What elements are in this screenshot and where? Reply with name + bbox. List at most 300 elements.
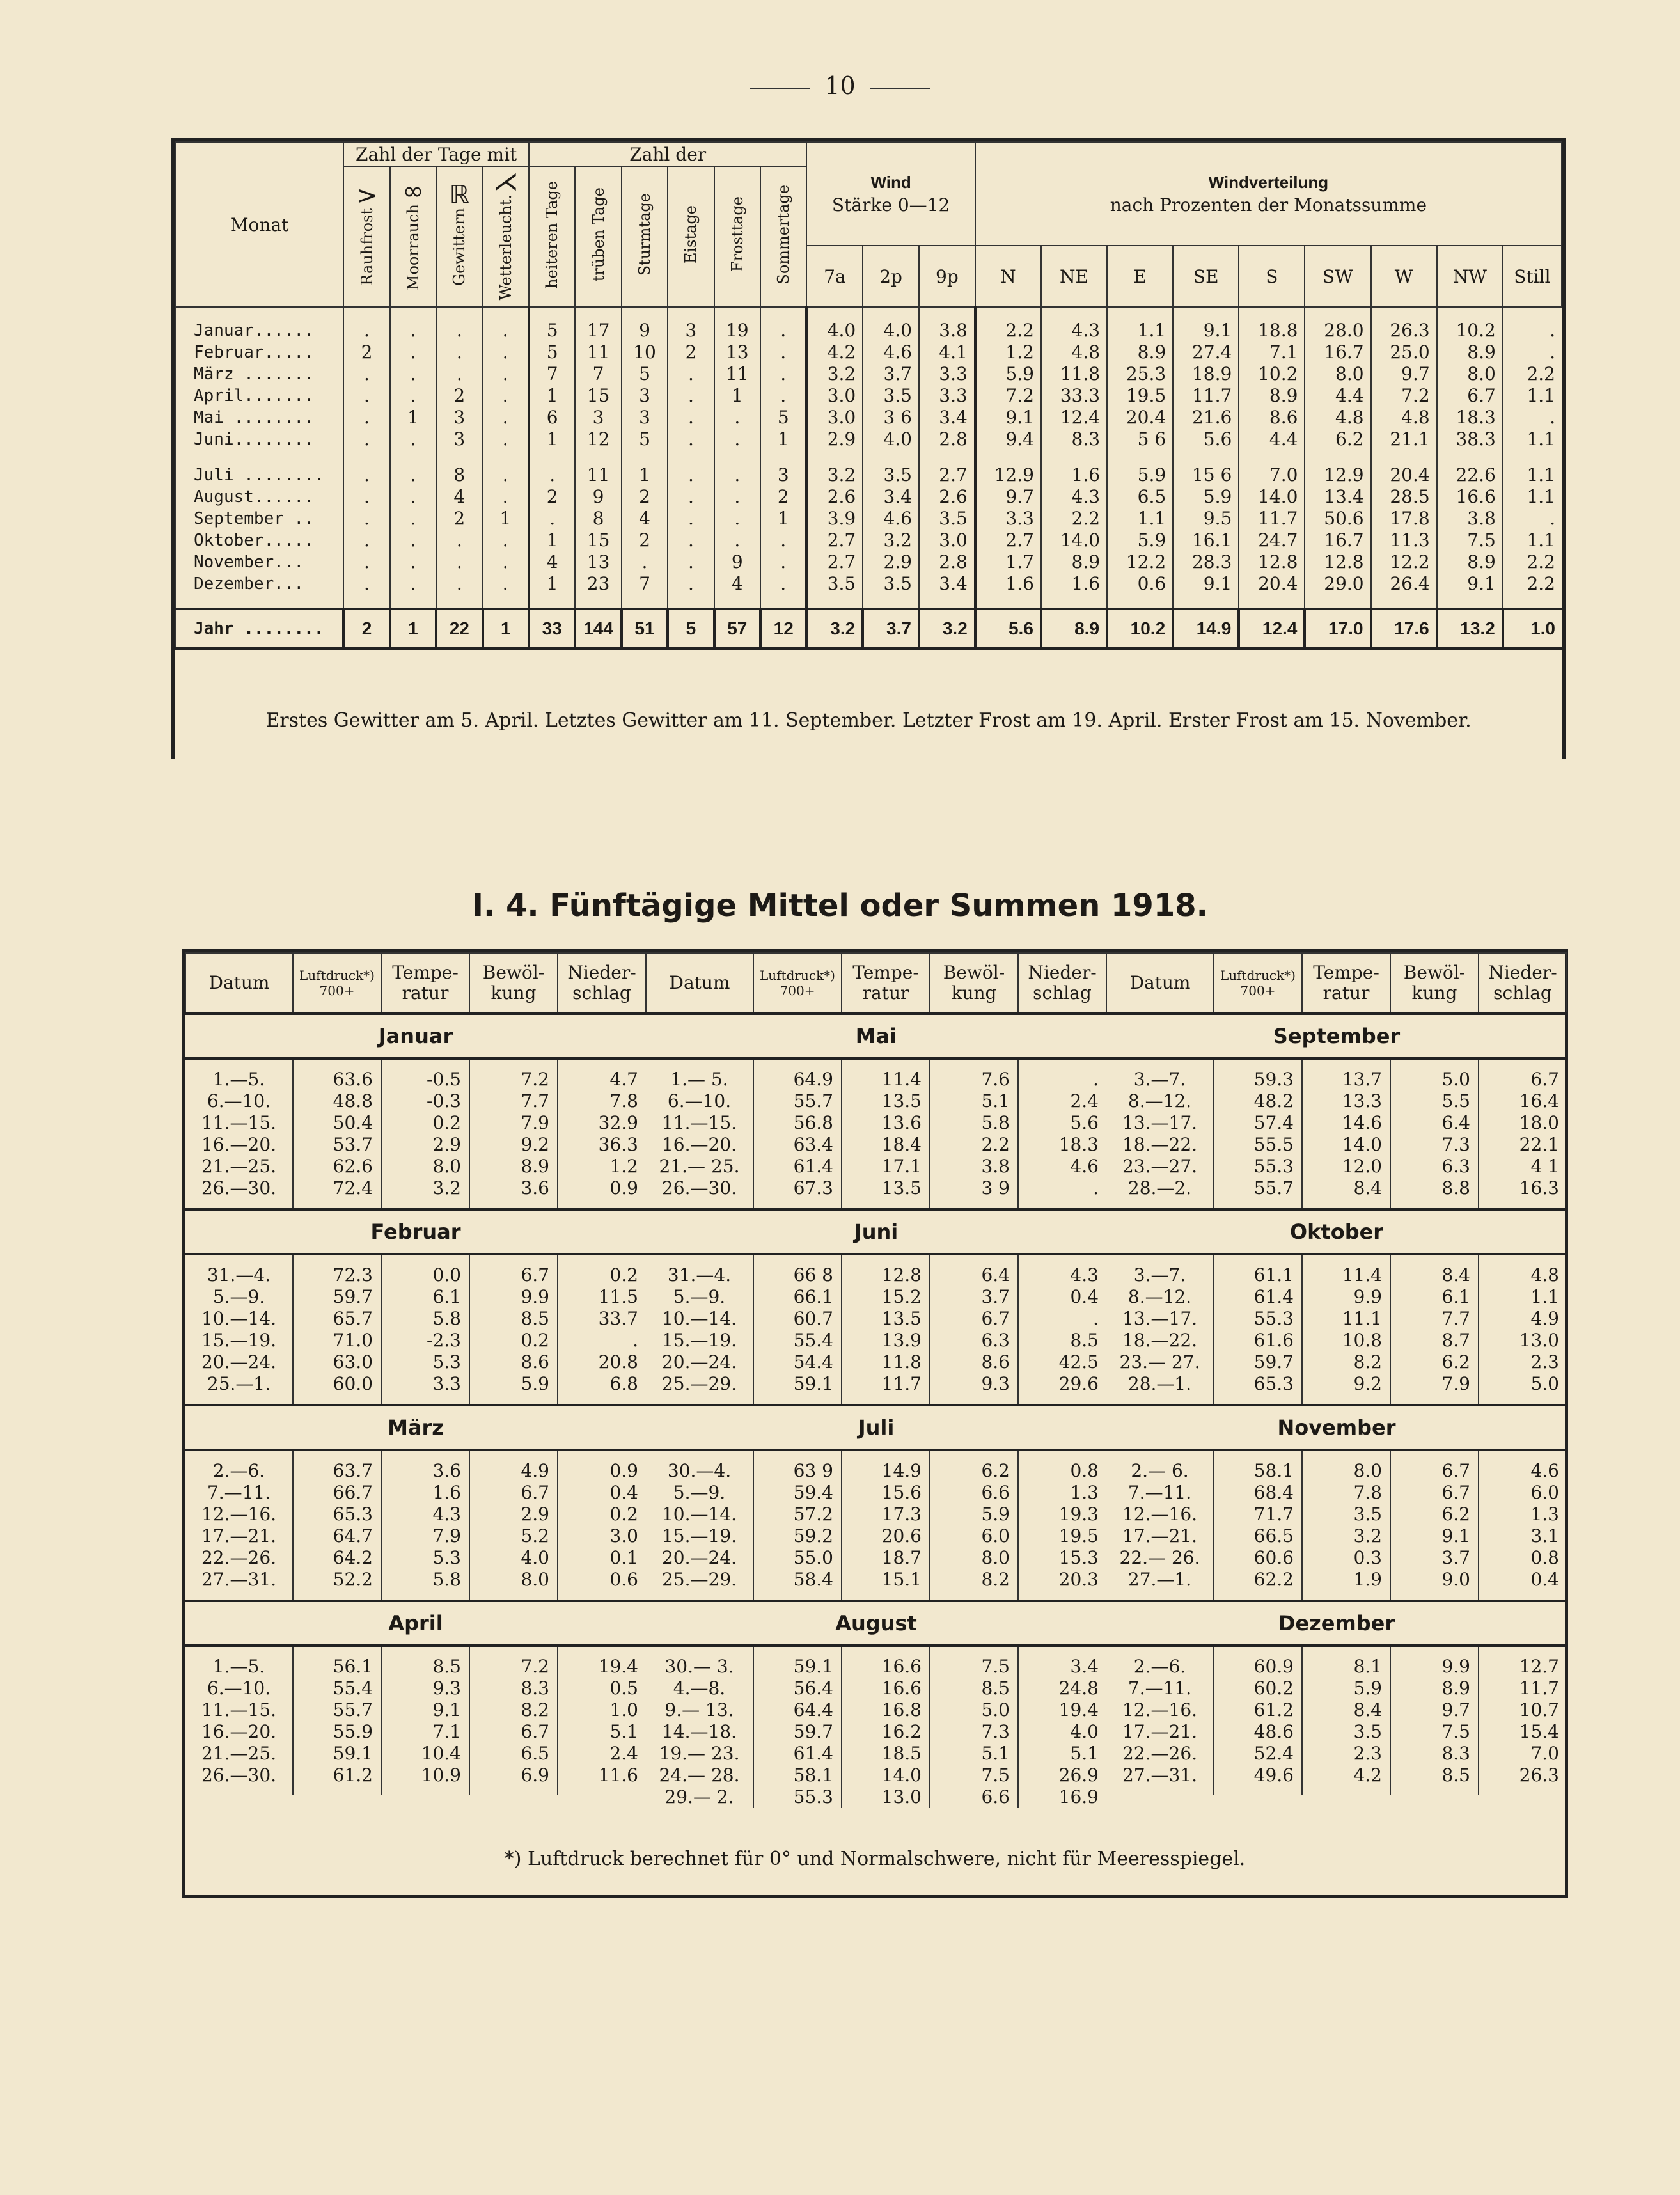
table-cell: .: [343, 464, 389, 486]
value-cell: .: [1018, 1069, 1106, 1090]
table-row: [646, 1482, 1106, 1504]
value-cell: 20.6: [842, 1525, 930, 1547]
spacer-cell: [575, 307, 621, 320]
spacer-cell: [1106, 1254, 1214, 1264]
value-cell: 3.1: [1479, 1525, 1567, 1547]
spacer-row: [646, 1199, 1106, 1209]
table-cell: 0.6: [1107, 573, 1173, 595]
value-cell: 9.3: [930, 1373, 1018, 1395]
spacer-cell: [1305, 450, 1370, 464]
table-cell: .: [760, 363, 806, 385]
spacer-cell: [1479, 1450, 1567, 1460]
value-cell: 26.9: [1018, 1765, 1106, 1786]
value-cell: 13.9: [842, 1330, 930, 1351]
value-cell: 12.8: [842, 1264, 930, 1286]
col-luftdruck-line: 700+: [1240, 983, 1276, 998]
value-cell: 71.0: [293, 1330, 381, 1351]
table-cell: 9: [575, 486, 621, 508]
value-cell: -0.3: [381, 1090, 469, 1112]
col-sommer: Sommertage: [760, 166, 806, 307]
table-cell: .: [390, 385, 436, 407]
table-cell: .: [1503, 342, 1562, 363]
value-cell: 5.0: [1390, 1069, 1479, 1090]
date-cell: 25.—29.: [661, 1373, 737, 1394]
value-cell: 1.3: [1479, 1504, 1567, 1525]
value-cell: 7.0: [1479, 1743, 1567, 1765]
value-cell: 16.6: [842, 1678, 930, 1699]
value-cell: 59.7: [753, 1721, 842, 1743]
month-header: [185, 1405, 646, 1450]
table-cell: 1: [529, 530, 575, 551]
col-bewoelkung: [930, 953, 1018, 1014]
table-cell: 2.2: [1503, 573, 1562, 595]
value-cell: 7.2: [469, 1069, 558, 1090]
year-cell: 51: [622, 609, 668, 649]
spacer-cell: [175, 307, 343, 320]
value-cell: 5.1: [558, 1721, 646, 1743]
date-cell: 14.—18.: [661, 1721, 737, 1742]
value-cell: 2.3: [1302, 1743, 1390, 1765]
table-cell: 9.7: [975, 486, 1041, 508]
table-row: [185, 1656, 646, 1678]
date-cell: 28.—1.: [1127, 1373, 1192, 1394]
value-cell: 4.2: [1302, 1765, 1390, 1786]
value-cell: 55.5: [1214, 1134, 1302, 1156]
table-cell: 1.1: [1503, 385, 1562, 407]
table-cell: 13: [714, 342, 760, 363]
table-cell: .: [483, 385, 529, 407]
spacer-cell: [646, 1199, 753, 1209]
value-cell: 6.7: [1390, 1460, 1479, 1482]
table-cell: .: [668, 464, 714, 486]
date-cell: 10.—14.: [661, 1504, 737, 1525]
col-temperatur-line: ratur: [862, 982, 909, 1003]
spacer-cell: [1018, 1450, 1106, 1460]
spacer-cell: [1479, 1786, 1567, 1795]
table-cell: 3.9: [806, 508, 863, 530]
table-cell: .: [760, 530, 806, 551]
table-cell: .: [343, 385, 389, 407]
spacer-cell: [175, 595, 343, 609]
value-cell: 59.1: [753, 1656, 842, 1678]
date-cell: 11.—15.: [201, 1699, 277, 1720]
spacer-cell: [646, 1395, 753, 1405]
value-cell: 63.6: [293, 1069, 381, 1090]
value-cell: 63 9: [753, 1460, 842, 1482]
spacer-cell: [1302, 1450, 1390, 1460]
table-row: [185, 1460, 646, 1482]
value-cell: 0.1: [558, 1547, 646, 1569]
spacer-row: [175, 450, 1562, 464]
spacer-cell: [930, 1450, 1018, 1460]
spacer-cell: [1479, 1058, 1567, 1069]
table-cell: .: [390, 508, 436, 530]
month-header: [1106, 1601, 1567, 1646]
table-row: [185, 1547, 646, 1569]
value-cell: 13.0: [1479, 1330, 1567, 1351]
value-cell: 8.5: [1018, 1330, 1106, 1351]
value-cell: 3.7: [930, 1286, 1018, 1308]
value-cell: 55.7: [753, 1090, 842, 1112]
table-cell: .: [390, 320, 436, 342]
spacer-cell: [185, 1786, 293, 1795]
value-cell: 2.3: [1479, 1351, 1567, 1373]
date-cell: 29.— 2.: [664, 1786, 734, 1807]
col-bewoelkung-line: Bewöl-: [1403, 962, 1466, 983]
spacer-cell: [558, 1254, 646, 1264]
table-cell: .: [390, 342, 436, 363]
year-cell: 144: [575, 609, 621, 649]
table-cell: 1: [760, 508, 806, 530]
value-cell: 5.1: [1018, 1743, 1106, 1765]
spacer-cell: [390, 595, 436, 609]
table-cell: 3.5: [863, 464, 919, 486]
table-cell: 7.0: [1239, 464, 1305, 486]
table-cell: 1.1: [1503, 429, 1562, 450]
value-cell: 18.5: [842, 1743, 930, 1765]
value-cell: 48.6: [1214, 1721, 1302, 1743]
table-cell: 13: [575, 551, 621, 573]
table-cell: 2: [622, 486, 668, 508]
value-cell: 0.8: [1479, 1547, 1567, 1569]
table-cell: 1: [622, 464, 668, 486]
value-cell: 7.9: [381, 1525, 469, 1547]
date-cell: 31.—4.: [667, 1264, 732, 1286]
table-cell: 8.9: [1239, 385, 1305, 407]
table-cell: .: [483, 573, 529, 595]
value-cell: 6.6: [930, 1482, 1018, 1504]
spacer-cell: [1214, 1058, 1302, 1069]
spacer-cell: [558, 1786, 646, 1795]
block-1: [185, 952, 645, 1795]
table-row: [646, 1547, 1106, 1569]
spacer-cell: [1390, 1646, 1479, 1656]
value-cell: 5.8: [381, 1569, 469, 1591]
spacer-cell: [1390, 1254, 1479, 1264]
spacer-cell: [646, 1058, 753, 1069]
col-luftdruck-line: 700+: [780, 983, 815, 998]
value-cell: 5.3: [381, 1547, 469, 1569]
table-cell: .: [483, 551, 529, 573]
spacer-cell: [1106, 1786, 1214, 1795]
spacer-cell: [381, 1058, 469, 1069]
spacer-cell: [753, 1199, 842, 1209]
table-row: [175, 320, 1562, 342]
spacer-cell: [1214, 1786, 1302, 1795]
table-cell: 4: [529, 551, 575, 573]
table-cell: 5: [622, 363, 668, 385]
table-cell: 28.0: [1305, 320, 1370, 342]
spacer-cell: [293, 1591, 381, 1601]
date-cell: 26.—30.: [661, 1177, 737, 1199]
spacer-cell: [842, 1395, 930, 1405]
value-cell: 65.3: [1214, 1373, 1302, 1395]
value-cell: 16.4: [1479, 1090, 1567, 1112]
value-cell: 7.3: [1390, 1134, 1479, 1156]
value-cell: .: [1018, 1308, 1106, 1330]
month-header: [646, 1405, 1106, 1450]
spacer-cell: [483, 307, 529, 320]
table-cell: .: [714, 464, 760, 486]
table-cell: 12.4: [1041, 407, 1107, 429]
value-cell: 8.6: [930, 1351, 1018, 1373]
value-cell: 9.9: [1302, 1286, 1390, 1308]
table-cell: 38.3: [1437, 429, 1503, 450]
value-cell: 7.3: [930, 1721, 1018, 1743]
spacer-cell: [622, 307, 668, 320]
value-cell: 3.5: [1302, 1721, 1390, 1743]
spacer-cell: [1390, 1591, 1479, 1601]
value-cell: 6.7: [930, 1308, 1018, 1330]
spacer-cell: [1106, 1646, 1214, 1656]
date-cell: 3.—7.: [1133, 1069, 1186, 1090]
date-cell: 7.—11.: [1127, 1678, 1192, 1699]
date-cell: 5.—9.: [673, 1286, 726, 1307]
spacer-cell: [863, 450, 919, 464]
table-cell: 4.1: [919, 342, 975, 363]
table-cell: 11.3: [1371, 530, 1437, 551]
value-cell: 5.6: [1018, 1112, 1106, 1134]
table-cell: 9.1: [1173, 320, 1239, 342]
table-cell: 4.8: [1371, 407, 1437, 429]
spacer-cell: [646, 1254, 753, 1264]
date-cell: 27.—31.: [1122, 1765, 1198, 1786]
date-cell: 20.—24.: [661, 1547, 737, 1568]
table-cell: .: [343, 486, 389, 508]
value-cell: 3.6: [469, 1177, 558, 1199]
value-cell: 5.8: [930, 1112, 1018, 1134]
value-cell: 2.4: [1018, 1090, 1106, 1112]
col-niederschlag: [558, 953, 646, 1014]
table-cell: 28.5: [1371, 486, 1437, 508]
value-cell: 42.5: [1018, 1351, 1106, 1373]
spacer-cell: [1214, 1199, 1302, 1209]
table-cell: 17.8: [1371, 508, 1437, 530]
monthly-summary-table: [171, 138, 1566, 759]
year-row: [175, 609, 1562, 649]
spacer-cell: [469, 1591, 558, 1601]
col-eis: Eistage: [668, 166, 714, 307]
year-cell: 3.2: [919, 609, 975, 649]
spacer-row: [646, 1058, 1106, 1069]
spacer-cell: [1390, 1058, 1479, 1069]
value-cell: 9.7: [1390, 1699, 1479, 1721]
date-cell: 17.—21.: [201, 1525, 277, 1546]
value-cell: 9.1: [1390, 1525, 1479, 1547]
year-cell: 1: [390, 609, 436, 649]
spacer-cell: [1018, 1199, 1106, 1209]
value-cell: 55.4: [293, 1678, 381, 1699]
table-cell: 11: [575, 342, 621, 363]
year-cell: 5.6: [975, 609, 1041, 649]
spacer-cell: [1371, 595, 1437, 609]
table-cell: 2.7: [806, 551, 863, 573]
col-bewoelkung-line: kung: [951, 982, 997, 1003]
table-row: [185, 1504, 646, 1525]
table-cell: .: [668, 429, 714, 450]
spacer-row: [646, 1254, 1106, 1264]
value-cell: 54.4: [753, 1351, 842, 1373]
spacer-cell: [1437, 595, 1503, 609]
table-cell: .: [390, 551, 436, 573]
page-number: 10: [0, 72, 1680, 100]
value-cell: 8.2: [930, 1569, 1018, 1591]
value-cell: 5.5: [1390, 1090, 1479, 1112]
spacer-cell: [1479, 1395, 1567, 1405]
spacer-cell: [529, 595, 575, 609]
table-cell: 4: [714, 573, 760, 595]
spacer-cell: [1173, 595, 1239, 609]
col-group-wind: [806, 142, 975, 246]
col-group-windverteilung: [975, 142, 1562, 246]
table-cell: 3: [436, 429, 482, 450]
spacer-cell: [469, 1786, 558, 1795]
table-row: [646, 1699, 1106, 1721]
spacer-cell: [863, 595, 919, 609]
spacer-cell: [293, 1395, 381, 1405]
table-cell: .: [483, 429, 529, 450]
spacer-cell: [1302, 1199, 1390, 1209]
table-row: [646, 1373, 1106, 1395]
value-cell: 14.9: [842, 1460, 930, 1482]
spacer-cell: [1214, 1591, 1302, 1601]
table-cell: 4.3: [1041, 320, 1107, 342]
table-cell: 1: [529, 385, 575, 407]
table-cell: .: [483, 407, 529, 429]
col-dir-n: N: [975, 246, 1041, 307]
value-cell: 1.0: [558, 1699, 646, 1721]
spacer-cell: [343, 307, 389, 320]
value-cell: 61.6: [1214, 1330, 1302, 1351]
spacer-cell: [293, 1058, 381, 1069]
spacer-cell: [381, 1254, 469, 1264]
date-cell: 7.—11.: [207, 1482, 271, 1503]
value-cell: 10.4: [381, 1743, 469, 1765]
value-cell: 8.8: [1390, 1177, 1479, 1199]
table-row: [175, 342, 1562, 363]
table-cell: 2: [436, 385, 482, 407]
year-cell: 8.9: [1041, 609, 1107, 649]
spacer-cell: [1390, 1199, 1479, 1209]
value-cell: 16.2: [842, 1721, 930, 1743]
table-cell: 25.3: [1107, 363, 1173, 385]
month-label: April.......: [175, 385, 343, 407]
date-cell: 15.—19.: [201, 1330, 277, 1351]
spacer-cell: [381, 1450, 469, 1460]
spacer-cell: [293, 1199, 381, 1209]
table-cell: 17: [575, 320, 621, 342]
spacer-cell: [1479, 1254, 1567, 1264]
spacer-cell: [185, 1254, 293, 1264]
table-cell: 5.9: [1173, 486, 1239, 508]
spacer-cell: [1107, 450, 1173, 464]
value-cell: 6.0: [930, 1525, 1018, 1547]
table-cell: 1: [760, 429, 806, 450]
table-row: [646, 1743, 1106, 1765]
value-cell: 71.7: [1214, 1504, 1302, 1525]
spacer-cell: [1437, 450, 1503, 464]
spacer-row: [185, 1450, 646, 1460]
table-cell: 8.6: [1239, 407, 1305, 429]
value-cell: 5.3: [381, 1351, 469, 1373]
value-cell: 6.0: [1479, 1482, 1567, 1504]
table-cell: 8.9: [1437, 342, 1503, 363]
table-cell: .: [714, 429, 760, 450]
value-cell: 8.0: [381, 1156, 469, 1177]
value-cell: 3.0: [558, 1525, 646, 1547]
spacer-cell: [1214, 1395, 1302, 1405]
table-cell: 10.2: [1239, 363, 1305, 385]
spacer-cell: [469, 1058, 558, 1069]
table-row: [185, 1308, 646, 1330]
table-row: [646, 1765, 1106, 1786]
date-cell: 26.—30.: [201, 1177, 277, 1199]
value-cell: 60.6: [1214, 1547, 1302, 1569]
value-cell: 56.1: [293, 1656, 381, 1678]
spacer-cell: [806, 595, 863, 609]
value-cell: 5.2: [469, 1525, 558, 1547]
spacer-cell: [646, 1646, 753, 1656]
header-row: [1106, 953, 1567, 1014]
spacer-cell: [753, 1450, 842, 1460]
table-cell: 3.0: [919, 530, 975, 551]
month-header: [646, 1014, 1106, 1058]
spacer-cell: [185, 1058, 293, 1069]
value-cell: 6.4: [1390, 1112, 1479, 1134]
value-cell: 18.4: [842, 1134, 930, 1156]
table-cell: 2.7: [919, 464, 975, 486]
value-cell: 72.4: [293, 1177, 381, 1199]
table-row: [1106, 1330, 1567, 1351]
col-bewoelkung: [469, 953, 558, 1014]
table-cell: 21.6: [1173, 407, 1239, 429]
rauhfrost-symbol: >: [356, 181, 378, 211]
value-cell: 5.0: [930, 1699, 1018, 1721]
table-row: [175, 464, 1562, 486]
value-cell: 49.6: [1214, 1765, 1302, 1786]
spacer-cell: [1503, 450, 1562, 464]
col-temperatur-line: ratur: [402, 982, 449, 1003]
table-cell: 18.8: [1239, 320, 1305, 342]
value-cell: 4.6: [1479, 1460, 1567, 1482]
value-cell: 9.1: [381, 1699, 469, 1721]
value-cell: 6.3: [1390, 1156, 1479, 1177]
value-cell: 3.5: [1302, 1504, 1390, 1525]
value-cell: 18.7: [842, 1547, 930, 1569]
table-cell: 8: [436, 464, 482, 486]
table-cell: 7: [622, 573, 668, 595]
table-cell: 8.9: [1107, 342, 1173, 363]
value-cell: 13.3: [1302, 1090, 1390, 1112]
value-cell: 8.6: [469, 1351, 558, 1373]
value-cell: 6.7: [1390, 1482, 1479, 1504]
col-bewoelkung-line: kung: [1411, 982, 1457, 1003]
table-cell: 11: [575, 464, 621, 486]
spacer-cell: [293, 1646, 381, 1656]
spacer-cell: [381, 1199, 469, 1209]
spacer-cell: [1390, 1786, 1479, 1795]
value-cell: 63.4: [753, 1134, 842, 1156]
value-cell: 1.6: [381, 1482, 469, 1504]
header-row: [646, 953, 1106, 1014]
table-cell: 20.4: [1107, 407, 1173, 429]
date-cell: 6.—10.: [207, 1090, 271, 1112]
value-cell: 59.1: [293, 1743, 381, 1765]
col-luftdruck-line: 700+: [319, 983, 355, 998]
table-cell: .: [668, 363, 714, 385]
month-title: September: [1106, 1014, 1567, 1058]
value-cell: 0.2: [558, 1264, 646, 1286]
